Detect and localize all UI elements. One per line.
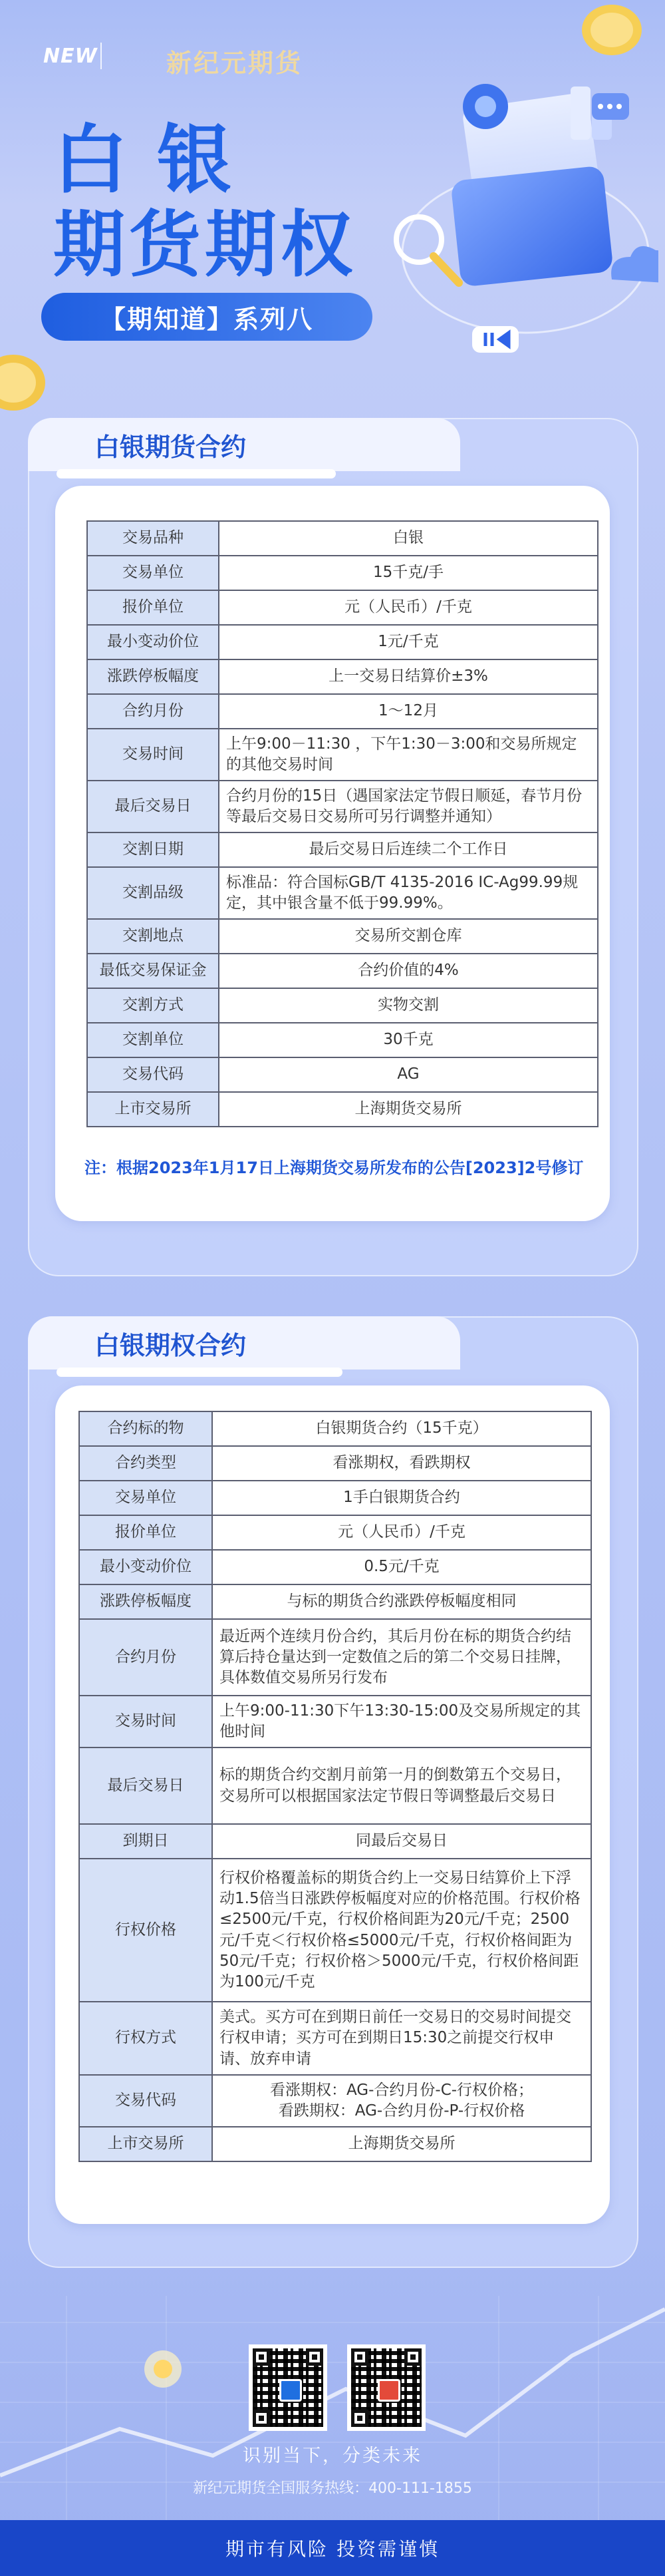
table-row bbox=[79, 1550, 591, 1584]
spec-key-cell: 交易单位 bbox=[79, 1481, 212, 1515]
options-spec-table bbox=[78, 1411, 592, 2162]
table-row bbox=[79, 1481, 591, 1515]
spec-key-cell: 行权价格 bbox=[79, 1859, 212, 2002]
table-row bbox=[87, 832, 598, 867]
spec-key-cell: 交易时间 bbox=[79, 1696, 212, 1748]
spec-key-cell: 合约月份 bbox=[79, 1619, 212, 1696]
table-row bbox=[79, 1859, 591, 2002]
spec-key-cell: 报价单位 bbox=[87, 590, 219, 625]
spec-value-cell: 白银 bbox=[219, 521, 598, 556]
spec-key-cell: 到期日 bbox=[79, 1824, 212, 1859]
table-row bbox=[87, 919, 598, 954]
spec-value-cell: 0.5元/千克 bbox=[212, 1550, 591, 1584]
spec-key-cell: 交割日期 bbox=[87, 832, 219, 867]
spec-value-cell: 最后交易日后连续二个工作日 bbox=[219, 832, 598, 867]
spec-value-cell: 合约价值的4% bbox=[219, 954, 598, 988]
coin-decoration-icon bbox=[0, 346, 53, 419]
spec-key-cell: 涨跌停板幅度 bbox=[87, 659, 219, 694]
spec-value-cell: 15千克/手 bbox=[219, 556, 598, 590]
table-row bbox=[87, 1023, 598, 1057]
spec-value-cell: 白银期货合约（15千克） bbox=[212, 1411, 591, 1446]
spec-key-cell: 交割品级 bbox=[87, 867, 219, 919]
spec-value-cell: 同最后交易日 bbox=[212, 1824, 591, 1859]
qr-code-right bbox=[347, 2344, 426, 2431]
table-row bbox=[79, 2002, 591, 2075]
table-row bbox=[79, 1411, 591, 1446]
spec-value-cell: 上一交易日结算价±3% bbox=[219, 659, 598, 694]
spec-value-cell: 1～12月 bbox=[219, 694, 598, 729]
qr-caption: 识别当下，分类未来 bbox=[243, 2446, 422, 2466]
spec-key-cell: 行权方式 bbox=[79, 2002, 212, 2075]
spec-key-cell: 最小变动价位 bbox=[79, 1550, 212, 1584]
qr-code-left bbox=[249, 2344, 327, 2431]
spec-key-cell: 最后交易日 bbox=[79, 1748, 212, 1824]
spec-value-cell: 标的期货合约交割月前第一月的倒数第五个交易日，交易所可以根据国家法定节假日等调整最后交易日 bbox=[212, 1748, 591, 1824]
series-badge: 【期知道】系列八 bbox=[41, 293, 372, 341]
table-row bbox=[79, 1446, 591, 1481]
spec-value-cell: 实物交割 bbox=[219, 988, 598, 1023]
spec-value-cell: 元（人民币）/千克 bbox=[212, 1515, 591, 1550]
logo-divider bbox=[100, 43, 102, 69]
table-row bbox=[87, 729, 598, 781]
table-row bbox=[87, 1092, 598, 1127]
spec-value-cell: 行权价格覆盖标的期货合约上一交易日结算价上下浮动1.5倍当日涨跌停板幅度对应的价格范围。行权价格≤2500元/千克，行权价格间距为20元/千克；2500元/千克＜行权价格≤5000元/千克，行权价格间距为50元/千克；行权价格＞5000元/千克，行权价格间距为100元/千克 bbox=[212, 1859, 591, 2002]
table-row bbox=[79, 1584, 591, 1619]
risk-warning-text: 期市有风险 投资需谨慎 bbox=[225, 2538, 440, 2560]
spec-key-cell: 最小变动价位 bbox=[87, 625, 219, 659]
spec-value-cell: 标准品：符合国标GB/T 4135-2016 IC-Ag99.99规定，其中银含量不低于99.99%。 bbox=[219, 867, 598, 919]
table-row bbox=[87, 1057, 598, 1092]
spec-key-cell: 交割地点 bbox=[87, 919, 219, 954]
company-logo bbox=[43, 39, 108, 73]
spec-key-cell: 上市交易所 bbox=[87, 1092, 219, 1127]
spec-key-cell: 交易时间 bbox=[87, 729, 219, 781]
table-row bbox=[79, 1696, 591, 1748]
spec-key-cell: 涨跌停板幅度 bbox=[79, 1584, 212, 1619]
futures-section-title: 白银期货合约 bbox=[28, 418, 460, 471]
spec-key-cell: 报价单位 bbox=[79, 1515, 212, 1550]
futures-spec-table bbox=[86, 520, 598, 1127]
spec-value-cell: 看涨期权，看跌期权 bbox=[212, 1446, 591, 1481]
spec-key-cell: 合约标的物 bbox=[79, 1411, 212, 1446]
spec-key-cell: 交易单位 bbox=[87, 556, 219, 590]
spec-key-cell: 最后交易日 bbox=[87, 781, 219, 832]
table-row bbox=[87, 590, 598, 625]
spec-value-cell: AG bbox=[219, 1057, 598, 1092]
spec-value-cell: 30千克 bbox=[219, 1023, 598, 1057]
table-row bbox=[87, 867, 598, 919]
page-title-line2: 期货期权 bbox=[53, 204, 357, 287]
table-row bbox=[79, 2075, 591, 2127]
logo-mark: NEW bbox=[43, 44, 98, 68]
spec-value-cell: 上海期货交易所 bbox=[219, 1092, 598, 1127]
risk-warning-bar bbox=[0, 2520, 665, 2576]
spec-key-cell: 合约类型 bbox=[79, 1446, 212, 1481]
spec-key-cell: 交易代码 bbox=[79, 2075, 212, 2127]
table-row bbox=[87, 694, 598, 729]
table-row bbox=[87, 521, 598, 556]
spec-key-cell: 交易代码 bbox=[87, 1057, 219, 1092]
spec-key-cell: 交割方式 bbox=[87, 988, 219, 1023]
spec-value-cell: 交易所交割仓库 bbox=[219, 919, 598, 954]
service-hotline: 新纪元期货全国服务热线：400-111-1855 bbox=[193, 2480, 472, 2497]
spec-value-cell: 与标的期货合约涨跌停板幅度相同 bbox=[212, 1584, 591, 1619]
table-row bbox=[79, 1748, 591, 1824]
table-row bbox=[87, 988, 598, 1023]
spec-value-cell: 美式。买方可在到期日前任一交易日的交易时间提交行权申请；买方可在到期日15:30之前提交行权申请、放弃申请 bbox=[212, 2002, 591, 2075]
spec-value-cell: 1元/千克 bbox=[219, 625, 598, 659]
spec-key-cell: 合约月份 bbox=[87, 694, 219, 729]
folder-illustration-icon bbox=[392, 60, 658, 373]
table-row bbox=[79, 1515, 591, 1550]
page-title-line1: 白银 bbox=[53, 117, 261, 204]
spec-value-cell: 上午9:00-11:30下午13:30-15:00及交易所规定的其他时间 bbox=[212, 1696, 591, 1748]
table-row bbox=[79, 1619, 591, 1696]
spec-value-cell: 最近两个连续月份合约，其后月份在标的期货合约结算后持仓量达到一定数值之后的第二个交易日挂牌，具体数值交易所另行发布 bbox=[212, 1619, 591, 1696]
table-row bbox=[87, 625, 598, 659]
table-row bbox=[87, 954, 598, 988]
spec-key-cell: 上市交易所 bbox=[79, 2127, 212, 2161]
futures-footnote: 注：根据2023年1月17日上海期货交易所发布的公告[2023]2号修订 bbox=[84, 1159, 584, 1177]
spec-value-cell: 上午9:00－11:30 ，下午1:30－3:00和交易所规定的其他交易时间 bbox=[219, 729, 598, 781]
brand-name: 新纪元期货 bbox=[166, 49, 303, 78]
table-row bbox=[87, 556, 598, 590]
table-row bbox=[79, 1824, 591, 1859]
spec-key-cell: 交割单位 bbox=[87, 1023, 219, 1057]
spec-value-cell: 看涨期权：AG-合约月份-C-行权价格； 看跌期权：AG-合约月份-P-行权价格 bbox=[212, 2075, 591, 2127]
spec-value-cell: 合约月份的15日（遇国家法定节假日顺延，春节月份等最后交易日交易所可另行调整并通知） bbox=[219, 781, 598, 832]
futures-title-underline bbox=[57, 469, 336, 478]
spec-value-cell: 上海期货交易所 bbox=[212, 2127, 591, 2161]
spec-value-cell: 1手白银期货合约 bbox=[212, 1481, 591, 1515]
options-section-title: 白银期权合约 bbox=[28, 1316, 460, 1370]
spec-key-cell: 最低交易保证金 bbox=[87, 954, 219, 988]
options-title-underline bbox=[57, 1368, 342, 1377]
table-row bbox=[87, 659, 598, 694]
table-row bbox=[79, 2127, 591, 2161]
spec-key-cell: 交易品种 bbox=[87, 521, 219, 556]
spec-value-cell: 元（人民币）/千克 bbox=[219, 590, 598, 625]
table-row bbox=[87, 781, 598, 832]
